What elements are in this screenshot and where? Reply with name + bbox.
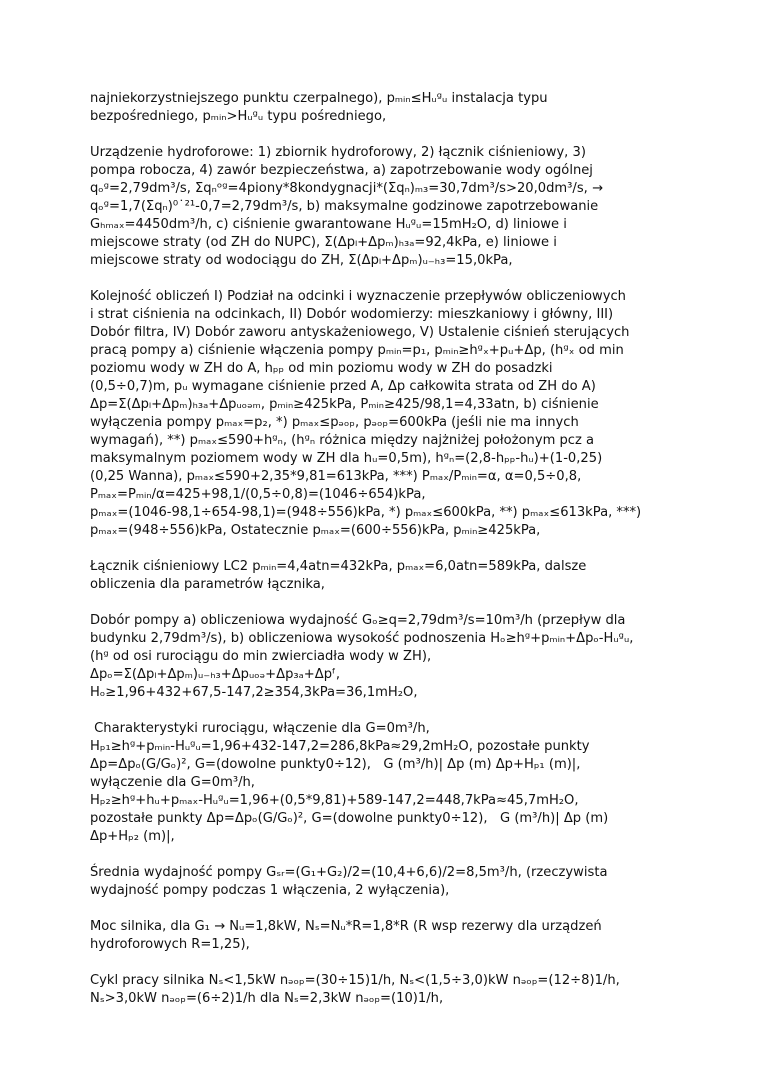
text-line: poziomu wody w ZH do A, hₚₚ od min poziomu wody w ZH do posadzki [90,361,553,376]
text-line: (hᵍ od osi rurociągu do min zwierciadła wody w ZH), [90,649,432,664]
text-line: pracą pompy a) ciśnienie włączenia pompy pₘᵢₙ=p₁, pₘᵢₙ≥hᵍₓ+pᵤ+Δp, (hᵍₓ od min [90,343,624,358]
text-line: Nₛ>3,0kW nₔₒₚ=(6÷2)1/h dla Nₛ=2,3kW nₔₒₚ=(10)1/h, [90,991,444,1006]
text-line: Hₒ≥1,96+432+67,5-147,2≥354,3kPa=36,1mH₂O, [90,685,418,700]
paragraph-hydrophore-device [90,144,680,270]
text-line: Δp=Σ(Δpₗ+Δpₘ)ₕ₃ₐ+Δpᵤₒₔₘ, pₘᵢₙ≥425kPa, Pₘᵢₙ≥425/98,1=4,33atn, b) ciśnienie [90,397,599,412]
text-line: Łącznik ciśnieniowy LC2 pₘᵢₙ=4,4atn=432kPa, pₘₐₓ=6,0atn=589kPa, dalsze [90,559,587,574]
text-line: obliczenia dla parametrów łącznika, [90,577,325,592]
text-line: Średnia wydajność pompy Gₛᵣ=(G₁+G₂)/2=(10,4+6,6)/2=8,5m³/h, (rzeczywista [90,865,608,880]
paragraph-pump-selection [90,612,680,702]
text-line: Δp+Hₚ₂ (m)|, [90,829,175,844]
paragraph-pressure-switch [90,558,680,594]
text-line: wymagań), **) pₘₐₓ≤590+hᵍₙ, (hᵍₙ różnica między najżniżej położonym pcz a [90,433,595,448]
text-line: wydajność pompy podczas 1 włączenia, 2 wyłączenia), [90,883,450,898]
text-line: i strat ciśnienia na odcinkach, II) Dobór wodomierzy: mieszkaniowy i główny, III) [90,307,614,322]
text-line: maksymalnym poziomem wody w ZH dla hᵤ=0,5m), hᵍₙ=(2,8-hₚₚ-hᵤ)+(1-0,25) [90,451,603,466]
text-line: hydroforowych R=1,25), [90,937,250,952]
text-line: pₘₐₓ=(1046-98,1÷654-98,1)=(948÷556)kPa, *) pₘₐₓ≤600kPa, **) pₘₐₓ≤613kPa, ***) [90,505,642,520]
text-line: pₘₐₓ=(948÷556)kPa, Ostatecznie pₘₐₓ=(600÷556)kPa, pₘᵢₙ≥425kPa, [90,523,541,538]
text-line: miejscowe straty od wodociągu do ZH, Σ(Δpₗ+Δpₘ)ᵤ₋ₕ₃=15,0kPa, [90,253,513,268]
text-line: pompa robocza, 4) zawór bezpieczeństwa, a) zapotrzebowanie wody ogólnej [90,163,593,178]
text-line: Charakterystyki rurociągu, włączenie dla G=0m³/h, [90,721,430,736]
text-line: Urządzenie hydroforowe: 1) zbiornik hydroforowy, 2) łącznik ciśnieniowy, 3) [90,145,586,160]
paragraph-motor-cycle [90,972,680,1008]
text-line: qₒᵍ=1,7(Σqₙ)⁰˙²¹-0,7=2,79dm³/s, b) maksymalne godzinowe zapotrzebowanie [90,199,599,214]
text-line: Kolejność obliczeń I) Podział na odcinki i wyznaczenie przepływów obliczeniowych [90,289,626,304]
text-line: Cykl pracy silnika Nₛ<1,5kW nₔₒₚ=(30÷15)1/h, Nₛ<(1,5÷3,0)kW nₔₒₚ=(12÷8)1/h, [90,973,620,988]
text-line: wyłączenia pompy pₘₐₓ=p₂, *) pₘₐₓ≤pₔₒₚ, pₔₒₚ=600kPa (jeśli nie ma innych [90,415,579,430]
text-line: Dobór filtra, IV) Dobór zaworu antyskażeniowego, V) Ustalenie ciśnień sterujących [90,325,630,340]
text-line: Δpₒ=Σ(Δpₗ+Δpₘ)ᵤ₋ₕ₃+Δpᵤₒₔ+Δp₃ₐ+Δpᶠ, [90,667,341,682]
text-line: Δp=Δpₒ(G/Gₒ)², G=(dowolne punkty0÷12), G (m³/h)| Δp (m) Δp+Hₚ₁ (m)|, [90,757,581,772]
text-line: (0,5÷0,7)m, pᵤ wymagane ciśnienie przed A, Δp całkowita strata od ZH do A) [90,379,596,394]
text-line: Pₘₐₓ=Pₘᵢₙ/α=425+98,1/(0,5÷0,8)=(1046÷654)kPa, [90,487,426,502]
text-line: Gₕₘₐₓ=4450dm³/h, c) ciśnienie gwarantowane Hᵤᵍᵤ=15mH₂O, d) liniowe i [90,217,567,232]
text-line: pozostałe punkty Δp=Δpₒ(G/Gₒ)², G=(dowolne punkty0÷12), G (m³/h)| Δp (m) [90,811,609,826]
text-line: Hₚ₁≥hᵍ+pₘᵢₙ-Hᵤᵍᵤ=1,96+432-147,2=286,8kPa≈29,2mH₂O, pozostałe punkty [90,739,590,754]
paragraph-installation-type [90,90,680,126]
text-line: bezpośredniego, pₘᵢₙ>Hᵤᵍᵤ typu pośredniego, [90,109,387,124]
paragraph-calculation-order [90,288,680,540]
paragraph-motor-power [90,918,680,954]
document-page [90,90,680,1026]
text-line: miejscowe straty (od ZH do NUPC), Σ(Δpₗ+Δpₘ)ₕ₃ₐ=92,4kPa, e) liniowe i [90,235,557,250]
paragraph-average-pump-output [90,864,680,900]
paragraph-pipeline-characteristics [90,720,680,846]
text-line: Hₚ₂≥hᵍ+hᵤ+pₘₐₓ-Hᵤᵍᵤ=1,96+(0,5*9,81)+589-147,2=448,7kPa≈45,7mH₂O, [90,793,579,808]
text-line: Moc silnika, dla G₁ → Nᵤ=1,8kW, Nₛ=Nᵤ*R=1,8*R (R wsp rezerwy dla urządzeń [90,919,602,934]
text-line: (0,25 Wanna), pₘₐₓ≤590+2,35*9,81=613kPa, ***) Pₘₐₓ/Pₘᵢₙ=α, α=0,5÷0,8, [90,469,582,484]
text-line: budynku 2,79dm³/s), b) obliczeniowa wysokość podnoszenia Hₒ≥hᵍ+pₘᵢₙ+Δpₒ-Hᵤᵍᵤ, [90,631,634,646]
text-line: Dobór pompy a) obliczeniowa wydajność Gₒ≥q=2,79dm³/s=10m³/h (przepływ dla [90,613,626,628]
text-line: najniekorzystniejszego punktu czerpalnego), pₘᵢₙ≤Hᵤᵍᵤ instalacja typu [90,91,548,106]
text-line: wyłączenie dla G=0m³/h, [90,775,255,790]
text-line: qₒᵍ=2,79dm³/s, Σqₙᵒᵍ=4piony*8kondygnacji*(Σqₙ)ₘ₃=30,7dm³/s>20,0dm³/s, → [90,181,603,196]
